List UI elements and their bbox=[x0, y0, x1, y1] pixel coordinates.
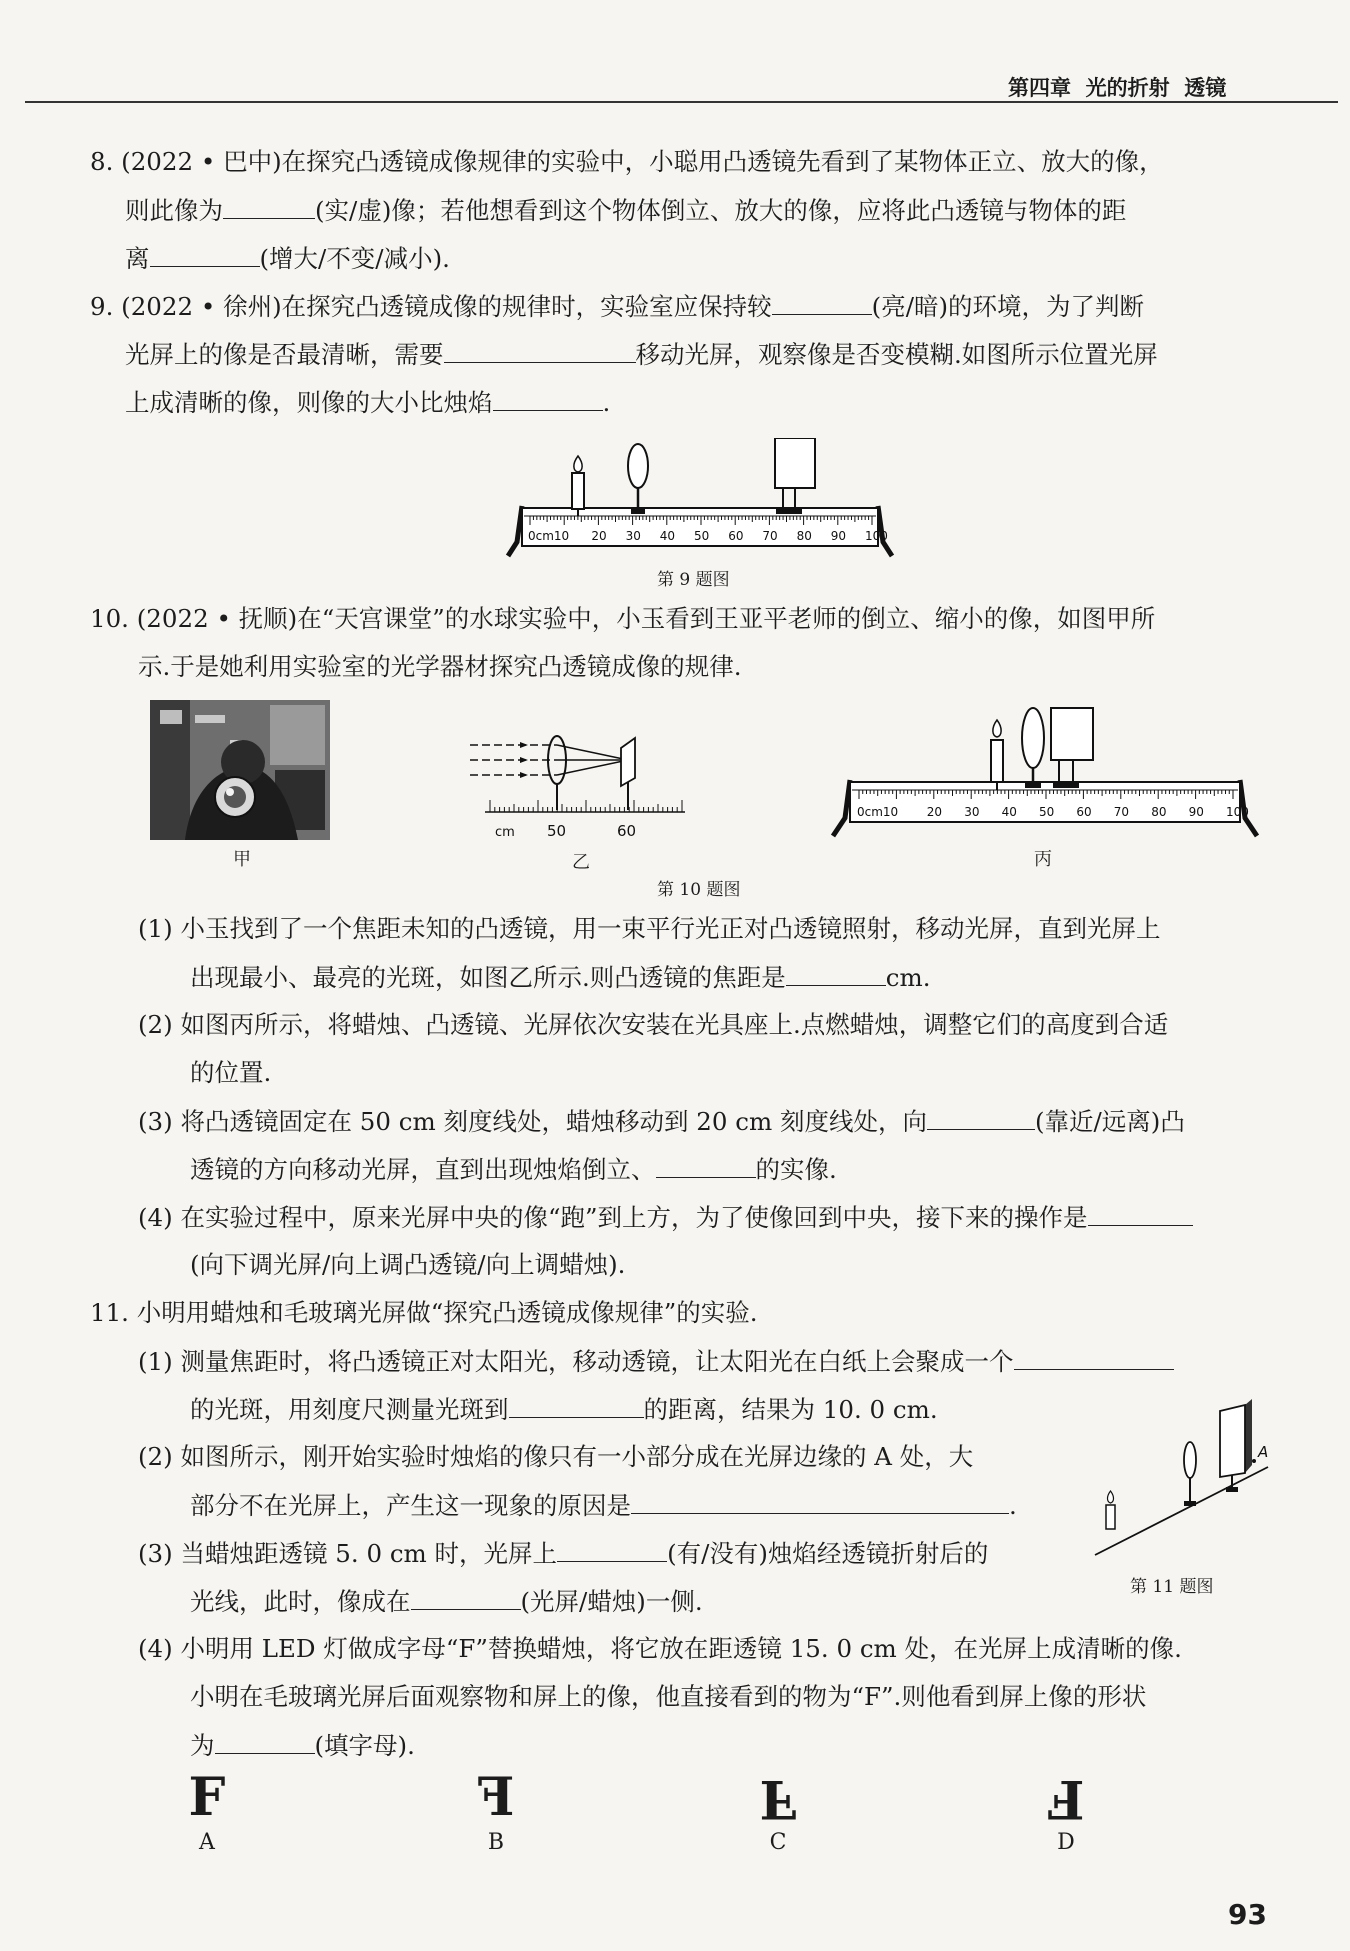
q11-part-4-line-1: (4) 小明用 LED 灯做成字母“F”替换蜡烛，将它放在距透镜 15. 0 cm 处，在光屏上成清晰的像. bbox=[138, 1634, 1182, 1663]
candle-icon bbox=[1106, 1491, 1115, 1529]
q9-text: 9. (2022 • 徐州)在探究凸透镜成像的规律时，实验室应保持较 bbox=[90, 292, 772, 321]
option-d[interactable] bbox=[1036, 1768, 1096, 1855]
answer-blank[interactable] bbox=[509, 1393, 644, 1418]
q9-line-1 bbox=[90, 290, 1144, 323]
ruler-tick-label: 70 bbox=[762, 529, 778, 543]
q9-text: 上成清晰的像，则像的大小比烛焰 bbox=[125, 388, 493, 417]
candle-icon bbox=[991, 720, 1003, 790]
q11-text: 部分不在光屏上，产生这一现象的原因是 bbox=[190, 1491, 631, 1520]
ruler-tick-label: 70 bbox=[1113, 805, 1130, 819]
q10-text: (4) 在实验过程中，原来光屏中央的像“跑”到上方，为了使像回到中央，接下来的操作是 bbox=[138, 1203, 1088, 1232]
answer-blank[interactable] bbox=[557, 1537, 667, 1562]
q11-text: 的距离，结果为 10. 0 cm. bbox=[643, 1395, 938, 1424]
answer-blank[interactable] bbox=[631, 1489, 1009, 1514]
screen-icon bbox=[1051, 708, 1093, 788]
answer-blank[interactable] bbox=[444, 338, 636, 363]
ruler-tick-label: 20 bbox=[591, 529, 607, 543]
option-c-glyph: F bbox=[759, 1768, 797, 1829]
q9-text: . bbox=[602, 388, 611, 417]
q11-part-3-line-2 bbox=[190, 1585, 703, 1618]
option-d-glyph: F bbox=[1047, 1768, 1085, 1829]
option-c-label: C bbox=[769, 1830, 787, 1855]
option-c[interactable] bbox=[748, 1768, 808, 1855]
screen-icon bbox=[775, 438, 815, 514]
chapter-title: 光的折射 bbox=[1085, 76, 1170, 100]
q10-optical-bench-figure-bing bbox=[825, 700, 1265, 845]
screen-icon bbox=[621, 738, 635, 786]
option-b-label: B bbox=[487, 1830, 505, 1855]
q10-text: (靠近/远离)凸 bbox=[1034, 1107, 1185, 1136]
ruler-tick-label: 60 bbox=[728, 529, 744, 543]
q8-text: (实/虚)像；若他想看到这个物体倒立、放大的像，应将此凸透镜与物体的距 bbox=[315, 196, 1127, 225]
option-b[interactable] bbox=[466, 1767, 526, 1855]
lens-icon bbox=[628, 444, 648, 514]
figure-label-yi: 乙 bbox=[572, 852, 590, 873]
ruler-tick-label: 50 bbox=[1039, 805, 1055, 819]
q11-figure-caption: 第 11 题图 bbox=[1130, 1577, 1214, 1597]
answer-blank[interactable] bbox=[1088, 1201, 1193, 1226]
q11-title: 11. 小明用蜡烛和毛玻璃光屏做“探究凸透镜成像规律”的实验. bbox=[90, 1298, 758, 1327]
q8-line-2 bbox=[125, 194, 1126, 227]
q8-line-1: 8. (2022 • 巴中)在探究凸透镜成像规律的实验中，小聪用凸透镜先看到了某物体正立、放大的像， bbox=[90, 147, 1164, 176]
q11-text: (有/没有)烛焰经透镜折射后的 bbox=[667, 1539, 989, 1568]
q8-text: (增大/不变/减小). bbox=[259, 244, 450, 273]
ruler-tick-label: 0cm10 bbox=[528, 529, 570, 543]
ruler-tick-label: 0cm10 bbox=[857, 805, 899, 819]
chapter-header bbox=[1008, 72, 1226, 102]
q10-part-3-line-2 bbox=[190, 1153, 837, 1186]
q10-photo-jia bbox=[150, 700, 330, 840]
q11-figure bbox=[1090, 1385, 1280, 1570]
q10-part-2-line-2: 的位置. bbox=[190, 1058, 272, 1087]
ruler-tick-label: 90 bbox=[830, 529, 847, 543]
q10-text: cm. bbox=[885, 963, 931, 992]
ruler-tick-label: 30 bbox=[625, 529, 641, 543]
q11-part-4-line-3 bbox=[190, 1729, 415, 1762]
answer-blank[interactable] bbox=[493, 386, 603, 411]
q11-text: 为 bbox=[190, 1731, 215, 1760]
q8-text: 则此像为 bbox=[125, 196, 223, 225]
q10-text: 出现最小、最亮的光斑，如图乙所示.则凸透镜的焦距是 bbox=[190, 963, 786, 992]
answer-blank[interactable] bbox=[150, 242, 260, 267]
ruler-tick-label: 60 bbox=[1076, 805, 1092, 819]
answer-blank[interactable] bbox=[223, 194, 315, 219]
ruler-tick-label: 80 bbox=[796, 529, 812, 543]
q11-part-2-line-2 bbox=[190, 1489, 1017, 1522]
ruler-tick-label: 90 bbox=[1188, 805, 1204, 819]
q10-text: (3) 将凸透镜固定在 50 cm 刻度线处，蜡烛移动到 20 cm 刻度线处，向 bbox=[138, 1107, 927, 1136]
answer-blank[interactable] bbox=[772, 290, 872, 315]
option-a-label: A bbox=[199, 1830, 215, 1855]
lens-icon bbox=[1184, 1442, 1196, 1506]
q11-text: (3) 当蜡烛距透镜 5. 0 cm 时，光屏上 bbox=[138, 1539, 558, 1568]
q11-text: (1) 测量焦距时，将凸透镜正对太阳光，移动透镜，让太阳光在白纸上会聚成一个 bbox=[138, 1347, 1014, 1376]
answer-blank[interactable] bbox=[786, 961, 886, 986]
ruler-tick-label: 30 bbox=[964, 805, 980, 819]
point-a-label: A bbox=[1258, 1443, 1269, 1461]
q10-line-1: 10. (2022 • 抚顺)在“天宫课堂”的水球实验中，小玉看到王亚平老师的倒立、缩小的像，如图甲所 bbox=[90, 604, 1156, 633]
q11-part-3-line-1 bbox=[138, 1537, 988, 1570]
answer-blank[interactable] bbox=[411, 1585, 521, 1610]
chapter-subtitle: 透镜 bbox=[1184, 76, 1227, 100]
q9-text: (亮/暗)的环境，为了判断 bbox=[871, 292, 1145, 321]
q8-line-3 bbox=[125, 242, 450, 275]
answer-blank[interactable] bbox=[927, 1105, 1035, 1130]
q11-part-1-line-1 bbox=[138, 1345, 1174, 1378]
ruler-tick-label: 40 bbox=[659, 529, 676, 543]
ruler-tick-label: 50 bbox=[694, 529, 710, 543]
header-rule bbox=[25, 101, 1338, 103]
answer-blank[interactable] bbox=[656, 1153, 756, 1178]
yi-tick-50: 50 bbox=[547, 822, 567, 840]
q9-text: 光屏上的像是否最清晰，需要 bbox=[125, 340, 444, 369]
q11-text: 的光斑，用刻度尺测量光斑到 bbox=[190, 1395, 509, 1424]
q11-text: . bbox=[1009, 1491, 1017, 1520]
ruler-tick-label: 100 bbox=[1226, 805, 1249, 819]
figure-label-bing: 丙 bbox=[1034, 849, 1052, 870]
ruler-tick-label: 40 bbox=[1001, 805, 1017, 819]
q11-part-4-line-2: 小明在毛玻璃光屏后面观察物和屏上的像，他直接看到的物为“F”.则他看到屏上像的形状 bbox=[190, 1682, 1147, 1711]
q10-focal-length-figure-yi bbox=[465, 720, 695, 845]
q11-text: (填字母). bbox=[314, 1731, 415, 1760]
figure-label-jia: 甲 bbox=[233, 849, 251, 870]
q10-figure-caption: 第 10 题图 bbox=[657, 880, 741, 900]
ruler-tick-label: 80 bbox=[1151, 805, 1167, 819]
ruler-tick-label: 100 bbox=[865, 529, 888, 543]
option-a[interactable] bbox=[177, 1767, 237, 1855]
candle-icon bbox=[572, 456, 584, 516]
option-a-glyph: F bbox=[188, 1767, 226, 1828]
q10-part-3-line-1 bbox=[138, 1105, 1185, 1138]
q10-part-4-line-1 bbox=[138, 1201, 1193, 1234]
option-b-glyph: F bbox=[477, 1767, 515, 1828]
yi-unit-label: cm bbox=[495, 825, 515, 840]
q10-part-1-line-1: (1) 小玉找到了一个焦距未知的凸透镜，用一束平行光正对凸透镜照射，移动光屏，直到光屏上 bbox=[138, 914, 1161, 943]
answer-blank[interactable] bbox=[215, 1729, 315, 1754]
q11-text: 光线，此时，像成在 bbox=[190, 1587, 411, 1616]
q11-part-1-line-2 bbox=[190, 1393, 938, 1426]
q11-text: (光屏/蜡烛)一侧. bbox=[520, 1587, 703, 1616]
q9-text: 移动光屏，观察像是否变模糊.如图所示位置光屏 bbox=[635, 340, 1158, 369]
q10-text: 透镜的方向移动光屏，直到出现烛焰倒立、 bbox=[190, 1155, 656, 1184]
q10-text: 的实像. bbox=[755, 1155, 837, 1184]
q10-line-2: 示.于是她利用实验室的光学器材探究凸透镜成像的规律. bbox=[138, 652, 742, 681]
yi-tick-60: 60 bbox=[617, 822, 637, 840]
q10-part-4-line-2: (向下调光屏/向上调凸透镜/向上调蜡烛). bbox=[190, 1250, 626, 1279]
q9-figure-caption: 第 9 题图 bbox=[657, 570, 730, 590]
ruler-tick-label: 20 bbox=[926, 805, 943, 819]
option-d-label: D bbox=[1057, 1830, 1075, 1855]
page-number: 93 bbox=[1228, 1898, 1267, 1931]
chapter-number: 第四章 bbox=[1008, 76, 1071, 100]
lens-icon bbox=[1022, 708, 1044, 788]
q11-part-2-line-1: (2) 如图所示，刚开始实验时烛焰的像只有一小部分成在光屏边缘的 A 处，大 bbox=[138, 1442, 974, 1471]
q10-part-1-line-2 bbox=[190, 961, 931, 994]
answer-blank[interactable] bbox=[1014, 1345, 1174, 1370]
q8-text: 离 bbox=[125, 244, 150, 273]
q9-optical-bench-figure bbox=[500, 438, 900, 563]
q10-part-2-line-1: (2) 如图丙所示，将蜡烛、凸透镜、光屏依次安装在光具座上.点燃蜡烛，调整它们的高度到合适 bbox=[138, 1010, 1169, 1039]
bench-line bbox=[1095, 1467, 1268, 1555]
q9-line-3 bbox=[125, 386, 610, 419]
q9-line-2 bbox=[125, 338, 1158, 371]
